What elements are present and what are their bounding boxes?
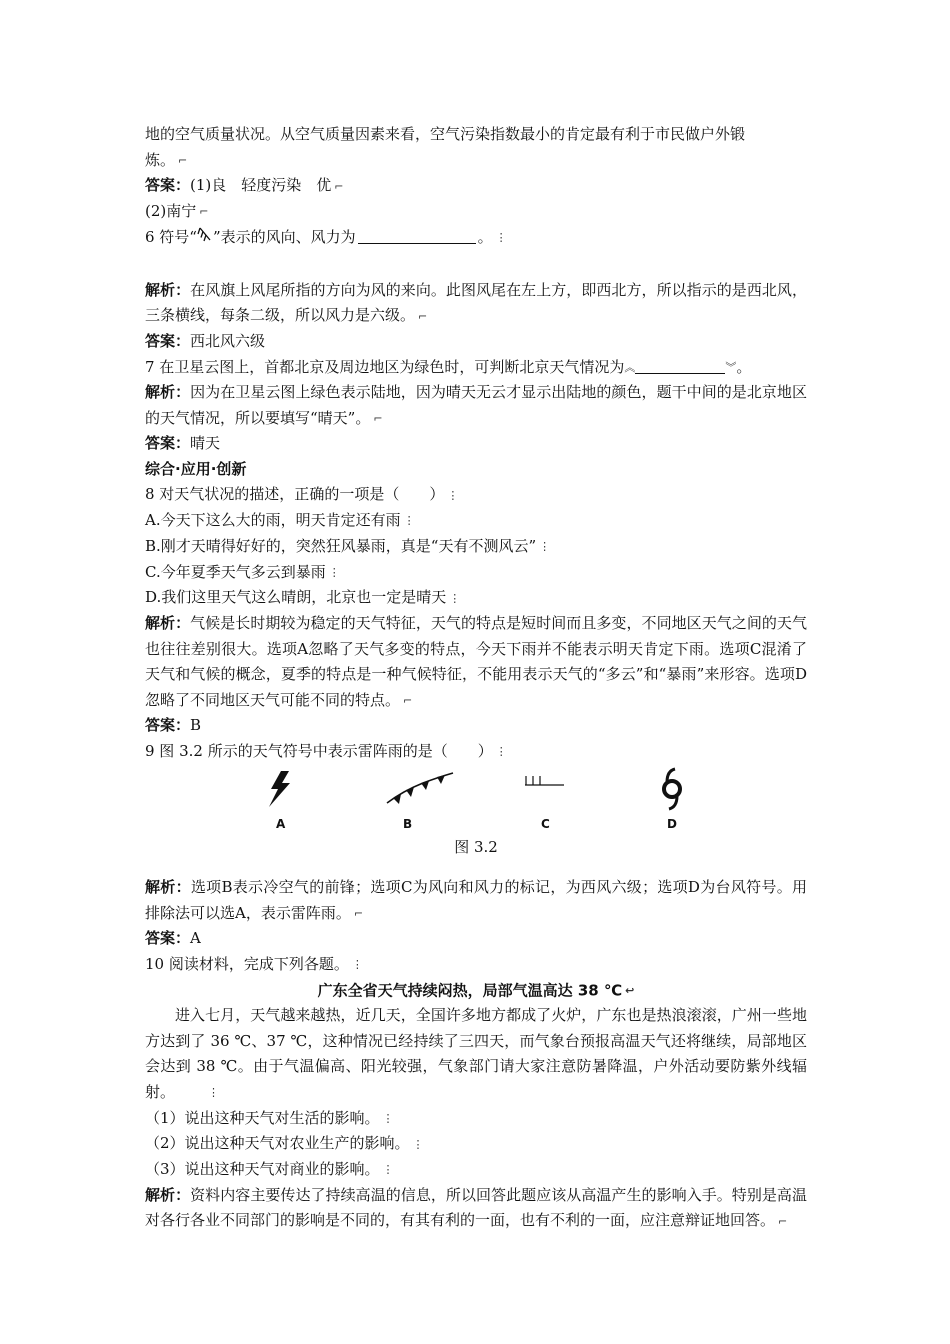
section-heading: 综合·应用·创新 <box>145 459 247 478</box>
paragraph-mark-icon: ⌐ <box>334 179 344 193</box>
paragraph-mark-icon: ⌐ <box>418 309 428 323</box>
chevron-down-icon: ︾ <box>725 360 737 374</box>
explanation-8: 解析：气候是长时期较为稳定的天气特征，天气的特点是短时间而且多变，不同地区天气之间的天气也往往差别很大。选项A忽略了天气多变的特点，今天下雨并不能表示明天肯定下雨。选项C混淆了天气和气候的概念，夏季的特点是一种气候特征，不能用表示天气的“多云”和“暴雨”来形容。选项D忽略了不同地区天气可能不同的特点。 ⌐ <box>145 611 807 713</box>
subquestion-1: （1）说出这种天气对生活的影响。 ⋮ <box>145 1106 807 1132</box>
question-8: 8 对天气状况的描述，正确的一项是（ ） ⋮ <box>145 482 807 508</box>
answer-5-part2: (2)南宁 ⌐ <box>145 199 807 225</box>
paragraph-mark-icon: ⌐ <box>199 205 209 219</box>
spacer <box>145 252 807 278</box>
paragraph-mark-icon: ⋮ <box>495 231 507 244</box>
explanation-6: 解析：在风旗上风尾所指的方向为风的来向。此图风尾在左上方，即西北方，所以指示的是西北风，三条横线，每条二级，所以风力是六级。 ⌐ <box>145 278 807 329</box>
paragraph-mark-icon: ⋮ <box>539 540 551 553</box>
question-10: 10 阅读材料，完成下列各题。 ⋮ <box>145 952 807 978</box>
explanation-9: 解析：选项B表示冷空气的前锋；选项C为风向和风力的标记，为西风六级；选项D为台风符号。用排除法可以选A，表示雷阵雨。 ⌐ <box>145 875 807 926</box>
weather-symbols-figure <box>145 767 807 831</box>
figure-label-d: D <box>667 816 677 831</box>
answer-5-line: 答案：(1)良 轻度污染 优 ⌐ <box>145 173 807 199</box>
paragraph-mark-icon: ⌐ <box>178 153 188 167</box>
text-line: 地的空气质量状况。从空气质量因素来看，空气污染指数最小的肯定最有利于市民做户外锻 <box>145 125 746 143</box>
document-page <box>145 122 807 1234</box>
answer-8: 答案：B <box>145 716 202 735</box>
figure-label-a: A <box>276 816 286 831</box>
typhoon-icon <box>664 769 680 809</box>
wind-barb-icon <box>525 776 564 785</box>
paragraph-mark-icon: ⋮ <box>382 1111 394 1125</box>
paragraph-mark-icon: ⋮ <box>351 958 363 971</box>
question-9: 9 图 3.2 所示的天气符号中表示雷阵雨的是（ ） ⋮ <box>145 739 807 765</box>
chevron-up-icon: ︽ <box>624 360 636 374</box>
subquestion-3: （3）说出这种天气对商业的影响。 ⋮ <box>145 1157 807 1183</box>
figure-label-b: B <box>403 816 413 831</box>
subquestion-2: （2）说出这种天气对农业生产的影响。 ⋮ <box>145 1131 807 1157</box>
article-body: 进入七月，天气越来越热，近几天，全国许多地方都成了火炉，广东也是热浪滚滚，广州一些地方达到了 36 ℃、37 ℃，这种情况已经持续了三四天，而气象台预报高温天气还将继续，局部地区会达到 38 ℃。由于气温偏高、阳光较强，气象部门请大家注意防暑降温，户外活动要防紫外线辐射。 ⋮ <box>145 1003 807 1105</box>
explanation-7: 解析：因为在卫星云图上绿色表示陆地，因为晴天无云才显示出陆地的颜色，题干中间的是北京地区的天气情况，所以要填写“晴天”。 ⌐ <box>145 380 807 431</box>
answer-6: 答案：西北风六级 <box>145 332 266 350</box>
paragraph-mark-icon: ⌐ <box>778 1214 788 1228</box>
option-d: D.我们这里天气这么晴朗，北京也一定是晴天 ⋮ <box>145 585 807 611</box>
paragraph-mark-icon: ⋮ <box>495 745 507 758</box>
answer-9: 答案：A <box>145 929 201 948</box>
paragraph-mark-icon: ⋮ <box>403 514 415 528</box>
paragraph-mark-icon: ⋮ <box>208 1086 220 1099</box>
answer-7: 答案：晴天 <box>145 434 221 453</box>
text-line: 炼。 ⌐ <box>145 148 807 174</box>
explanation-10: 解析：资料内容主要传达了持续高温的信息，所以回答此题应该从高温产生的影响入手。特别是高温对各行各业不同部门的影响是不同的，有其有利的一面，也有不利的一面，应注意辩证地回答。 ⌐ <box>145 1183 807 1234</box>
question-6: 6 符号“ ”表示的风向、风力为 。 ⋮ <box>145 225 807 253</box>
paragraph-mark-icon: ⌐ <box>373 411 383 425</box>
paragraph-mark-icon: ⋮ <box>382 1163 394 1177</box>
anchor-icon: ↩ <box>625 983 635 997</box>
answer-blank[interactable] <box>635 359 725 374</box>
paragraph-mark-icon: ⌐ <box>403 693 413 707</box>
question-7: 7 在卫星云图上，首都北京及周边地区为绿色时，可判断北京天气情况为︽ ︾。 <box>145 357 752 376</box>
wind-symbol-icon <box>197 226 213 253</box>
lightning-icon <box>269 771 290 807</box>
figure-label-c: C <box>541 816 550 831</box>
figure-caption: 图 3.2 <box>454 837 498 856</box>
paragraph-mark-icon: ⋮ <box>449 591 461 605</box>
answer-blank[interactable] <box>358 229 476 244</box>
option-b: B.刚才天晴得好好的，突然狂风暴雨，真是“天有不测风云” ⋮ <box>145 534 807 560</box>
paragraph-mark-icon: ⋮ <box>447 488 459 502</box>
paragraph-mark-icon: ⋮ <box>328 565 340 579</box>
paragraph-mark-icon: ⋮ <box>412 1137 424 1151</box>
article-title: 广东全省天气持续闷热，局部气温高达 38 ℃ ↩ <box>145 978 807 1004</box>
option-c: C.今年夏季天气多云到暴雨 ⋮ <box>145 560 807 586</box>
cold-front-icon <box>387 773 453 804</box>
paragraph-mark-icon: ⌐ <box>353 906 364 920</box>
option-a: A.今天下这么大的雨，明天肯定还有雨 ⋮ <box>145 508 807 534</box>
